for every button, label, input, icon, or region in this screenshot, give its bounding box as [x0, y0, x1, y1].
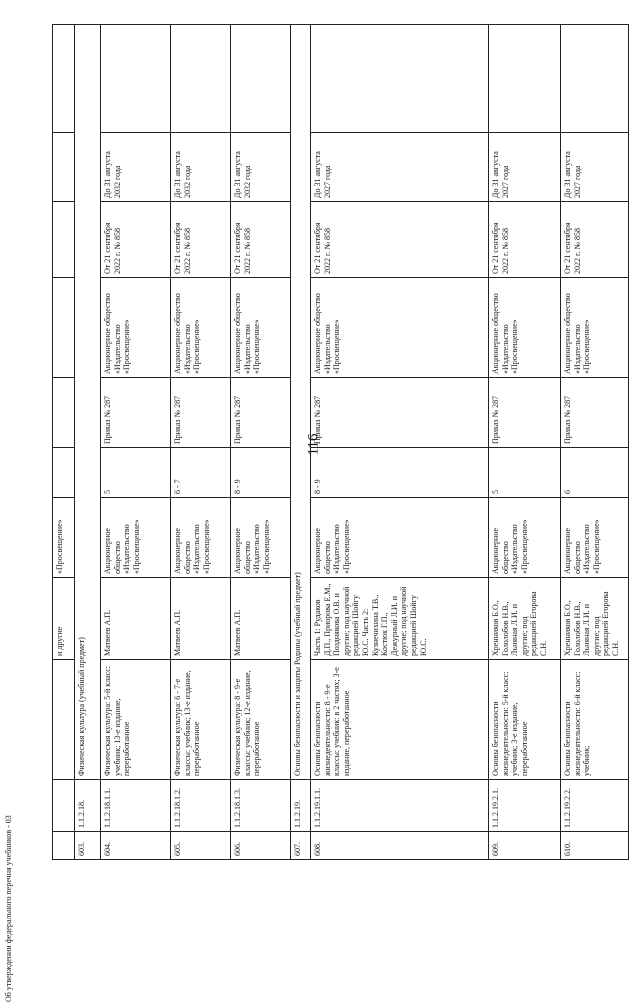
cell-publisher: Акционерное общество «Издательство «Просвещение»: [561, 498, 629, 578]
cell-date: От 21 сентября 2022 г. № 858: [561, 202, 629, 278]
cell-date: От 21 сентября 2022 г. № 858: [311, 202, 489, 278]
cell-authors: Хренников Б.О., Гололобов Н.В., Льняная Л.И. и другие; под редакцией Егорова С.Н.: [561, 578, 629, 660]
table-row: [171, 25, 231, 860]
table-row: [489, 25, 561, 860]
cell-empty: [311, 25, 489, 133]
cell-publisher: Акционерное общество «Издательство «Просвещение»: [101, 498, 171, 578]
cell-code: 1.1.2.19.2.2.: [561, 780, 629, 832]
cell-title: Физическая культура: 6 - 7-е классы: учебник; 13-е издание, переработанное: [171, 660, 231, 780]
cell-code: 1.1.2.19.2.1.: [489, 780, 561, 832]
cell-date: От 21 сентября 2022 г. № 858: [171, 202, 231, 278]
cell-num: 604.: [101, 832, 171, 860]
cell-publisher: Акционерное общество «Издательство «Просвещение»: [311, 498, 489, 578]
textbook-table: [52, 24, 629, 860]
cell-grade: 5: [101, 448, 171, 498]
cell-empty: [561, 25, 629, 133]
cell-authors: Матвеев А.П.: [101, 578, 171, 660]
cell-authors: и другие: [53, 578, 75, 660]
cell-num: 608.: [311, 832, 489, 860]
cell-empty: [489, 25, 561, 133]
cell-code: 1.1.2.19.1.1.: [311, 780, 489, 832]
cell-grade: 5: [489, 448, 561, 498]
page-number: 116: [305, 433, 322, 456]
cell-legal: Акционерное общество «Издательство «Просвещение»: [561, 278, 629, 378]
cell-authors: Часть 1: Рудаков Д.П., Приорова Е.М., Позднякова О.В. и другие; под научной редакцией Шойгу Ю.С. Часть 2: Кузнечихина Т.В., Костюк Г.П., Дежурный Л.И. и другие; под научной редакцией Шойгу Ю.С.: [311, 578, 489, 660]
section-row: [291, 25, 311, 860]
cell-code: 1.1.2.18.1.1.: [101, 780, 171, 832]
cell-num: 610.: [561, 832, 629, 860]
cell-num: 609.: [489, 832, 561, 860]
table-row-continued: [53, 25, 75, 860]
cell-until: До 31 августа 2032 года: [101, 133, 171, 202]
cell-grade: 6: [561, 448, 629, 498]
cell-legal: Акционерное общество «Издательство «Просвещение»: [101, 278, 171, 378]
table-row: [561, 25, 629, 860]
cell-num: 607.: [291, 832, 311, 860]
cell-empty: [101, 25, 171, 133]
section-title: Основы безопасности и защиты Родины (учебный предмет): [291, 25, 311, 780]
table-row: [311, 25, 489, 860]
cell-until: До 31 августа 2032 года: [231, 133, 291, 202]
table-row: [231, 25, 291, 860]
cell-until: До 31 августа 2027 года: [561, 133, 629, 202]
cell-date: От 21 сентября 2022 г. № 858: [101, 202, 171, 278]
cell-order: Приказ № 287: [311, 378, 489, 448]
cell-code: 1.1.2.18.1.2.: [171, 780, 231, 832]
cell-code: 1.1.2.18.: [75, 780, 101, 832]
section-row: [75, 25, 101, 860]
cell-empty: [171, 25, 231, 133]
cell-grade: 8 - 9: [231, 448, 291, 498]
cell-code: 1.1.2.19.: [291, 780, 311, 832]
cell-order: Приказ № 287: [171, 378, 231, 448]
cell-title: Основы безопасности жизнедеятельности: 6-й класс: учебник;: [561, 660, 629, 780]
cell-publisher: «Просвещение»: [53, 498, 75, 578]
cell-title: Основы безопасности жизнедеятельности: 8 - 9-е классы: учебник: в 2 частях; 3-е издание, переработанное: [311, 660, 489, 780]
section-title: Физическая культура (учебный предмет): [75, 25, 101, 780]
cell-grade: 8 - 9: [311, 448, 489, 498]
cell-until: До 31 августа 2027 года: [489, 133, 561, 202]
cell-empty: [231, 25, 291, 133]
cell-legal: Акционерное общество «Издательство «Просвещение»: [231, 278, 291, 378]
cell-publisher: Акционерное общество «Издательство «Просвещение»: [171, 498, 231, 578]
cell-legal: Акционерное общество «Издательство «Просвещение»: [489, 278, 561, 378]
cell-until: До 31 августа 2027 года: [311, 133, 489, 202]
cell-num: 606.: [231, 832, 291, 860]
cell-legal: Акционерное общество «Издательство «Просвещение»: [311, 278, 489, 378]
cell-num: 603.: [75, 832, 101, 860]
cell-publisher: Акционерное общество «Издательство «Просвещение»: [231, 498, 291, 578]
table-row: [101, 25, 171, 860]
cell-publisher: Акционерное общество «Издательство «Просвещение»: [489, 498, 561, 578]
cell-num: 605.: [171, 832, 231, 860]
cell-code: 1.1.2.18.1.3.: [231, 780, 291, 832]
cell-until: До 31 августа 2032 года: [171, 133, 231, 202]
cell-grade: 6 - 7: [171, 448, 231, 498]
cell-title: Основы безопасности жизнедеятельности: 5-й класс: учебник; 3-е издание, переработанное: [489, 660, 561, 780]
cell-date: От 21 сентября 2022 г. № 858: [489, 202, 561, 278]
cell-title: Физическая культура: 5-й класс: учебник; 13-е издание, переработанное: [101, 660, 171, 780]
cell-date: От 21 сентября 2022 г. № 858: [231, 202, 291, 278]
cell-authors: Матвеев А.П.: [171, 578, 231, 660]
cell-order: Приказ № 287: [101, 378, 171, 448]
cell-authors: Матвеев А.П.: [231, 578, 291, 660]
textbook-table-rotated: [52, 25, 620, 860]
cell-order: Приказ № 287: [561, 378, 629, 448]
cell-order: Приказ № 287: [489, 378, 561, 448]
cell-title: Физическая культура: 8 - 9-е классы: учебник; 12-е издание, переработанное: [231, 660, 291, 780]
cell-order: Приказ № 287: [231, 378, 291, 448]
footer-note: Об утверждении федерального перечня учебников - 03: [4, 815, 13, 1002]
cell-authors: Хренников Б.О., Гололобов Н.В., Льняная Л.И. и другие; под редакцией Егорова С.Н.: [489, 578, 561, 660]
cell-legal: Акционерное общество «Издательство «Просвещение»: [171, 278, 231, 378]
